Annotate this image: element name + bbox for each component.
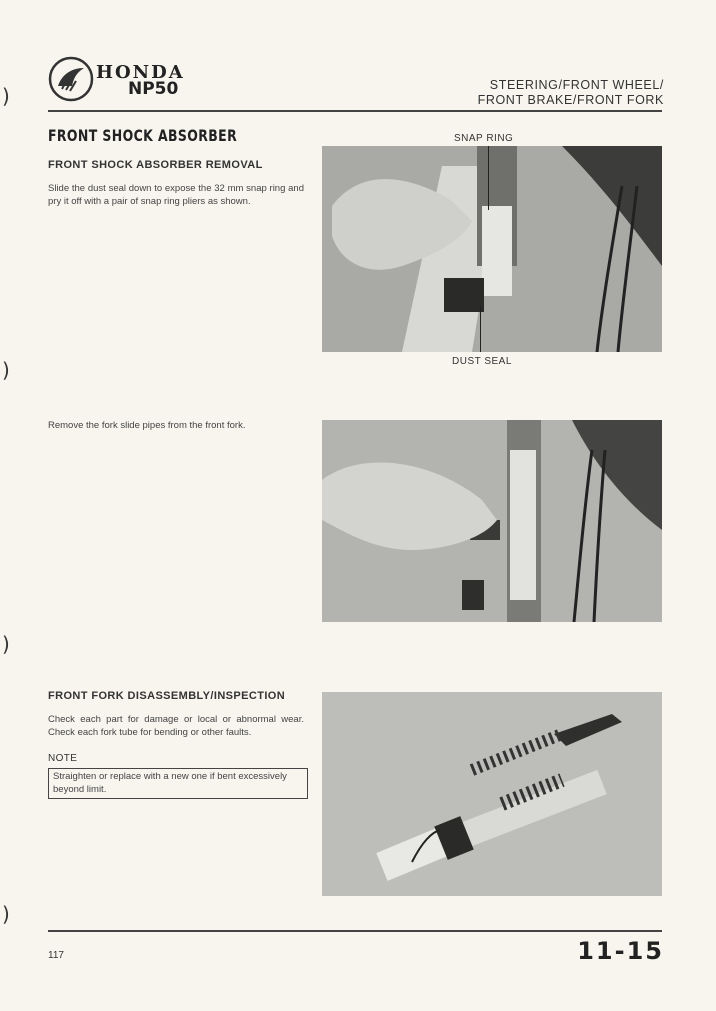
slide-pipes-instructions: Remove the fork slide pipes from the front fork.	[48, 420, 246, 431]
disassembly-heading: FRONT FORK DISASSEMBLY/INSPECTION	[48, 690, 286, 702]
snap-ring-callout: SNAP RING	[454, 133, 514, 144]
chapter-title-line2: FRONT BRAKE/FRONT FORK	[477, 93, 664, 107]
note-box: Straighten or replace with a new one if bent excessively beyond limit.	[48, 768, 308, 799]
chapter-title-line1: STEERING/FRONT WHEEL/	[489, 78, 664, 92]
binder-mark: )	[2, 902, 10, 926]
binder-mark: )	[2, 632, 10, 656]
fork-components-photo	[322, 692, 662, 896]
note-label: NOTE	[48, 753, 78, 764]
brand-logo-text: HONDA	[96, 62, 185, 83]
binder-mark: )	[2, 84, 10, 108]
binder-mark: )	[2, 358, 10, 382]
snap-ring-removal-photo	[322, 146, 662, 352]
header-rule	[48, 110, 662, 112]
fork-slide-pipes-photo	[322, 420, 662, 622]
section-page-number: 11-15	[577, 937, 664, 965]
disassembly-instructions: Check each part for damage or local or abnormal wear. Check each fork tube for bending or other faults.	[48, 714, 304, 738]
callout-line	[488, 146, 489, 210]
page-number: 117	[48, 950, 64, 961]
model-name: NP50	[128, 79, 179, 99]
removal-instructions: Slide the dust seal down to expose the 32 mm snap ring and pry it off with a pair of snap ring pliers as shown.	[48, 183, 304, 207]
honda-wing-logo-icon	[48, 56, 94, 102]
removal-heading: FRONT SHOCK ABSORBER REMOVAL	[48, 159, 263, 171]
footer-rule	[48, 930, 662, 932]
dust-seal-callout: DUST SEAL	[452, 356, 512, 367]
callout-line	[480, 306, 481, 352]
section-title: FRONT SHOCK ABSORBER	[48, 126, 238, 145]
